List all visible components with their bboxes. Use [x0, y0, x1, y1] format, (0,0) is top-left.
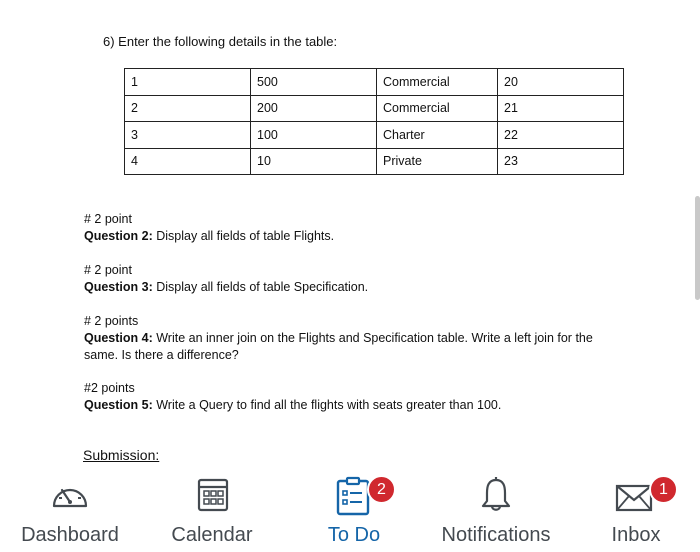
tab-label: Calendar — [171, 524, 253, 546]
question-label: Question 2: — [84, 229, 153, 243]
table-row — [125, 148, 624, 175]
bell-icon — [479, 476, 513, 514]
question-points: # 2 point — [84, 263, 132, 277]
table-cell: 4 — [125, 148, 251, 175]
question-text: Display all fields of table Specification. — [152, 280, 369, 294]
question-label: Question 3: — [84, 280, 153, 294]
todo-icon — [335, 476, 371, 516]
table-cell: 22 — [498, 122, 624, 149]
assignment-heading: 6) Enter the following details in the table: — [103, 34, 338, 49]
table-cell: 23 — [498, 148, 624, 175]
tab-notifications[interactable] — [432, 470, 560, 552]
table-cell: Commercial — [377, 69, 498, 96]
tab-inbox[interactable] — [590, 470, 682, 552]
tab-label: To Do — [327, 524, 381, 546]
tab-todo[interactable] — [294, 470, 414, 552]
table-cell: Private — [377, 148, 498, 175]
table-cell: 100 — [251, 122, 377, 149]
question-points: # 2 points — [84, 314, 139, 328]
tab-label: Dashboard — [21, 524, 119, 546]
scrollbar[interactable] — [695, 196, 700, 300]
table-cell: 21 — [498, 95, 624, 122]
question-2 — [84, 211, 624, 245]
question-text: Write a Query to find all the flights with seats greater than 100. — [152, 398, 502, 412]
tab-dashboard[interactable] — [10, 470, 130, 552]
bottom-tab-bar — [0, 470, 700, 552]
inbox-badge: 1 — [649, 475, 678, 504]
table-cell: 500 — [251, 69, 377, 96]
question-5 — [84, 380, 624, 414]
table-cell: 2 — [125, 95, 251, 122]
question-label: Question 4: — [84, 331, 153, 345]
table-cell: Charter — [377, 122, 498, 149]
table-cell: 3 — [125, 122, 251, 149]
question-3 — [84, 262, 624, 296]
calendar-icon — [196, 476, 230, 514]
question-4 — [84, 313, 624, 364]
question-points: # 2 point — [84, 212, 132, 226]
table-row — [125, 95, 624, 122]
tab-label: Notifications — [441, 524, 551, 546]
tab-calendar[interactable] — [152, 470, 272, 552]
table-cell: 1 — [125, 69, 251, 96]
question-text: Write an inner join on the Flights and Specification table. Write a left join for the same. Is there a difference? — [84, 331, 593, 362]
details-table — [124, 68, 624, 175]
envelope-icon — [615, 484, 653, 512]
tab-label: Inbox — [611, 524, 661, 546]
table-cell: Commercial — [377, 95, 498, 122]
dashboard-icon — [50, 476, 90, 512]
question-text: Display all fields of table Flights. — [152, 229, 335, 243]
table-cell: 200 — [251, 95, 377, 122]
todo-badge: 2 — [367, 475, 396, 504]
table-row — [125, 122, 624, 149]
table-cell: 10 — [251, 148, 377, 175]
table-cell: 20 — [498, 69, 624, 96]
question-points: #2 points — [84, 381, 135, 395]
question-label: Question 5: — [84, 398, 153, 412]
table-row — [125, 69, 624, 96]
submission-heading: Submission: — [83, 447, 160, 463]
